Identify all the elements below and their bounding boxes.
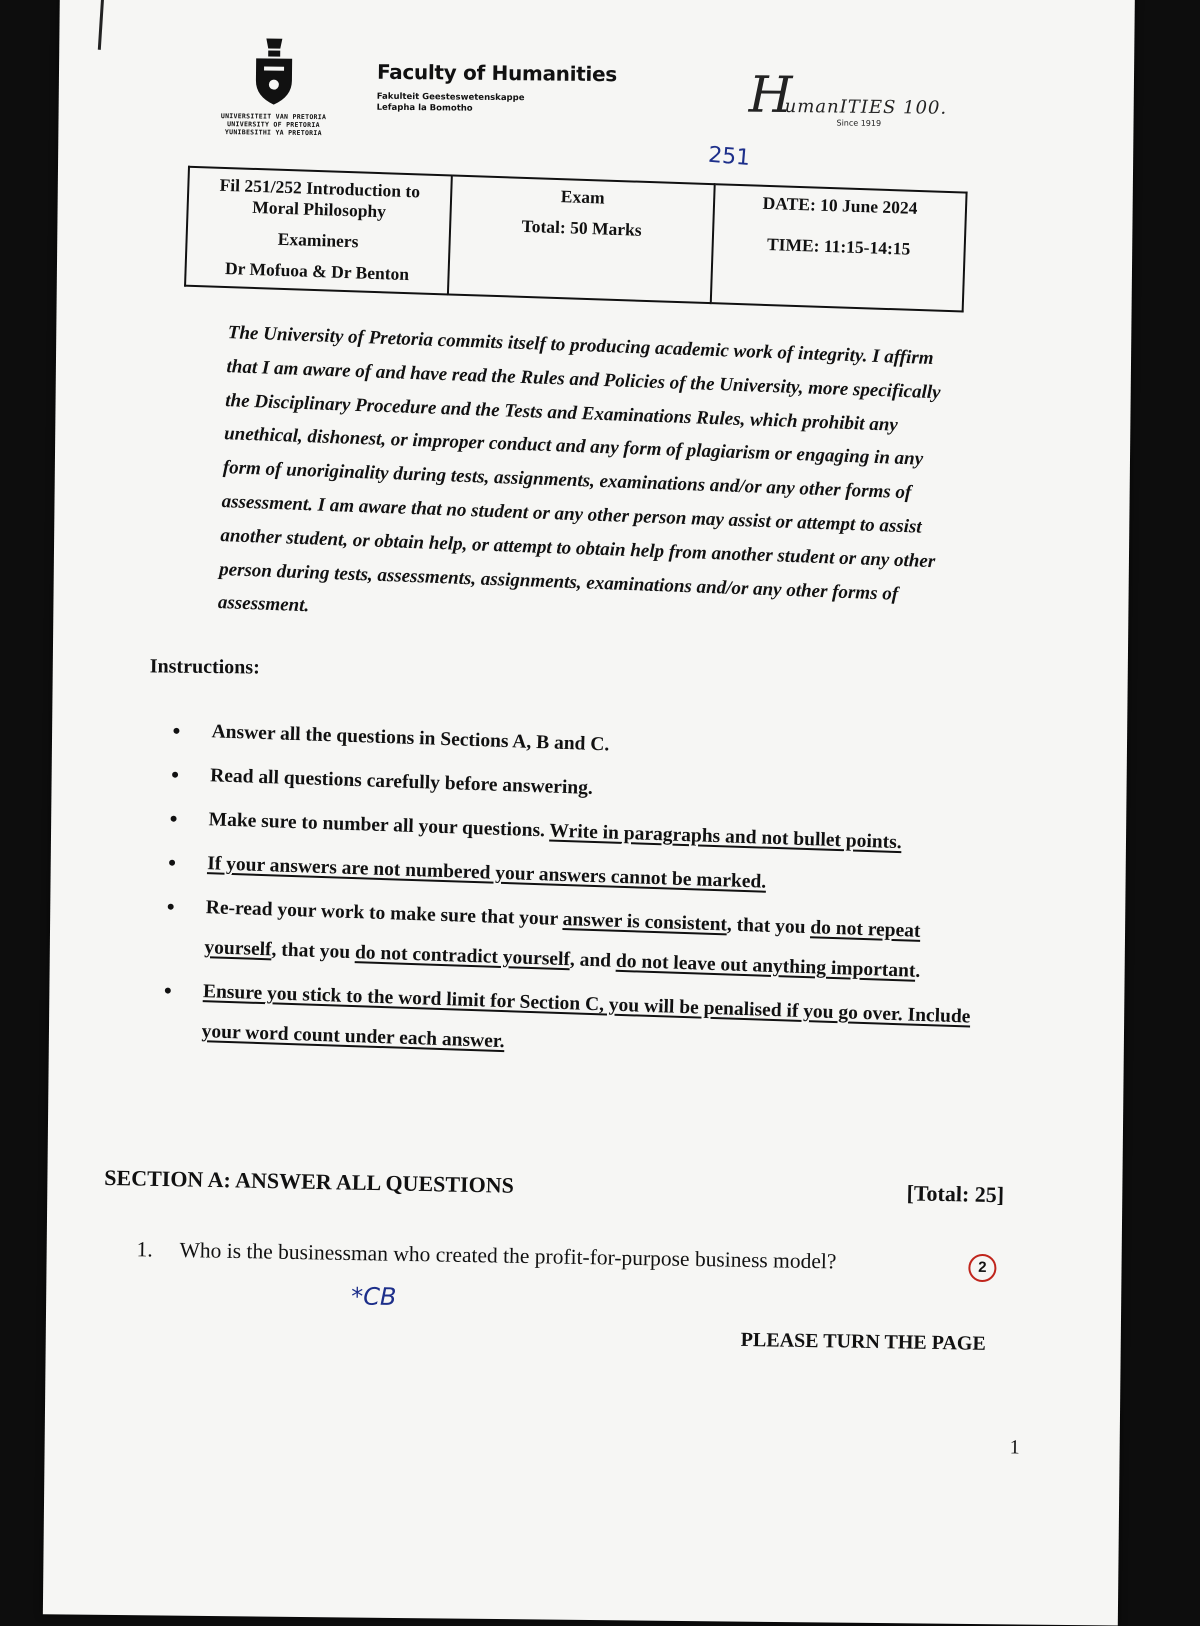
instruction-underlined: do not leave out anything important: [615, 950, 916, 982]
instruction-text: Answer all the questions in Sections A, B and C.: [211, 721, 610, 756]
university-line-english: UNIVERSITY OF PRETORIA: [227, 120, 320, 130]
humanities-100-logo: [748, 65, 989, 143]
section-a-total: [Total: 25]: [906, 1180, 1005, 1208]
pen-stroke: [98, 0, 104, 50]
university-name-lines: [218, 112, 328, 137]
instruction-underlined: answer is consistent: [562, 908, 728, 936]
exam-time: TIME: 11:15-14:15: [766, 233, 911, 259]
question-marks-badge: 2: [968, 1254, 996, 1282]
exam-header-table: [184, 166, 968, 313]
instruction-text: Read all questions carefully before answering.: [209, 765, 594, 799]
university-logo: [218, 34, 329, 137]
examiners-names: Dr Mofuoa & Dr Benton: [224, 258, 410, 285]
date-time-cell: [711, 184, 967, 311]
question-1: [136, 1237, 996, 1277]
course-title-line2: Moral Philosophy: [252, 196, 387, 222]
handwritten-course-number: 251: [707, 142, 752, 172]
instructions-title: Instructions:: [149, 655, 260, 679]
please-turn-page: PLEASE TURN THE PAGE: [740, 1328, 986, 1355]
course-title-line1: Fil 251/252 Introduction to: [219, 174, 421, 202]
course-cell: [185, 167, 452, 295]
exam-date: DATE: 10 June 2024: [762, 192, 918, 218]
question-text: Who is the businessman who created the profit-for-purpose business model?: [179, 1237, 837, 1274]
integrity-statement: The University of Pretoria commits itself to producing academic work of integrity. I affirm that I am aware of and have read the Rules and Policies of the University, more specifically the Disciplinary Procedure and the Tests and Examinations Rules, which prohibit any unethical, dishonest, or improper conduct and any form of plagiarism or engaging in any form of unoriginality during tests, assignments, examinations and/or any other forms of assessment. I am aware that no student or any other person may assist or attempt to assist another student, or obtain help, or attempt to obtain help from another student or any other person during tests, assessments, assignments, examinations and/or any other forms of assessment.: [217, 322, 941, 617]
instruction-underlined: Write in paragraphs and not bullet points.: [549, 820, 902, 854]
humanities-since: Since 1919: [836, 118, 882, 128]
page-number: 1: [1009, 1436, 1020, 1459]
university-line-sepedi: YUNIBESITHI YA PRETORIA: [224, 128, 322, 138]
instruction-text: , that you: [271, 939, 356, 964]
instruction-underlined: Ensure you stick to the word limit for Section C, you will be penalised if you go over. Include your word count under each answer.: [201, 981, 971, 1053]
instruction-underlined: do not contradict yourself: [354, 942, 571, 971]
exam-cell: [448, 175, 715, 303]
instruction-underlined: do not repeat yourself: [204, 917, 921, 961]
instruction-text: .: [915, 960, 921, 982]
crest-icon: [248, 34, 301, 107]
exam-page: [43, 0, 1135, 1626]
question-number: 1.: [136, 1237, 153, 1262]
instruction-text: , that you: [726, 914, 811, 939]
total-marks: Total: 50 Marks: [521, 215, 642, 240]
instructions-list: [146, 710, 987, 1081]
faculty-title: Faculty of Humanities: [376, 59, 618, 87]
faculty-subtitle-afrikaans: Fakulteit Geesteswetenskappe: [376, 91, 525, 104]
instruction-text: Make sure to number all your questions.: [208, 809, 550, 842]
exam-label: Exam: [560, 186, 605, 208]
examiners-label: Examiners: [277, 228, 359, 252]
section-a-title: SECTION A: ANSWER ALL QUESTIONS: [104, 1164, 515, 1198]
university-line-afrikaans: UNIVERSITEIT VAN PRETORIA: [220, 112, 327, 122]
humanities-logo-h: H: [748, 65, 793, 125]
instruction-underlined: If your answers are not numbered your answers cannot be marked.: [206, 853, 767, 893]
instruction-text: , and: [569, 949, 617, 972]
handwritten-note: *CB: [351, 1282, 397, 1311]
humanities-logo-word: umanITIES 100.: [784, 95, 948, 119]
section-a-header: [104, 1165, 1004, 1208]
faculty-subtitle-sepedi: Lefapha la Bomotho: [376, 102, 473, 114]
faculty-block: [377, 60, 617, 117]
instruction-text: Re-read your work to make sure that your: [205, 897, 564, 930]
